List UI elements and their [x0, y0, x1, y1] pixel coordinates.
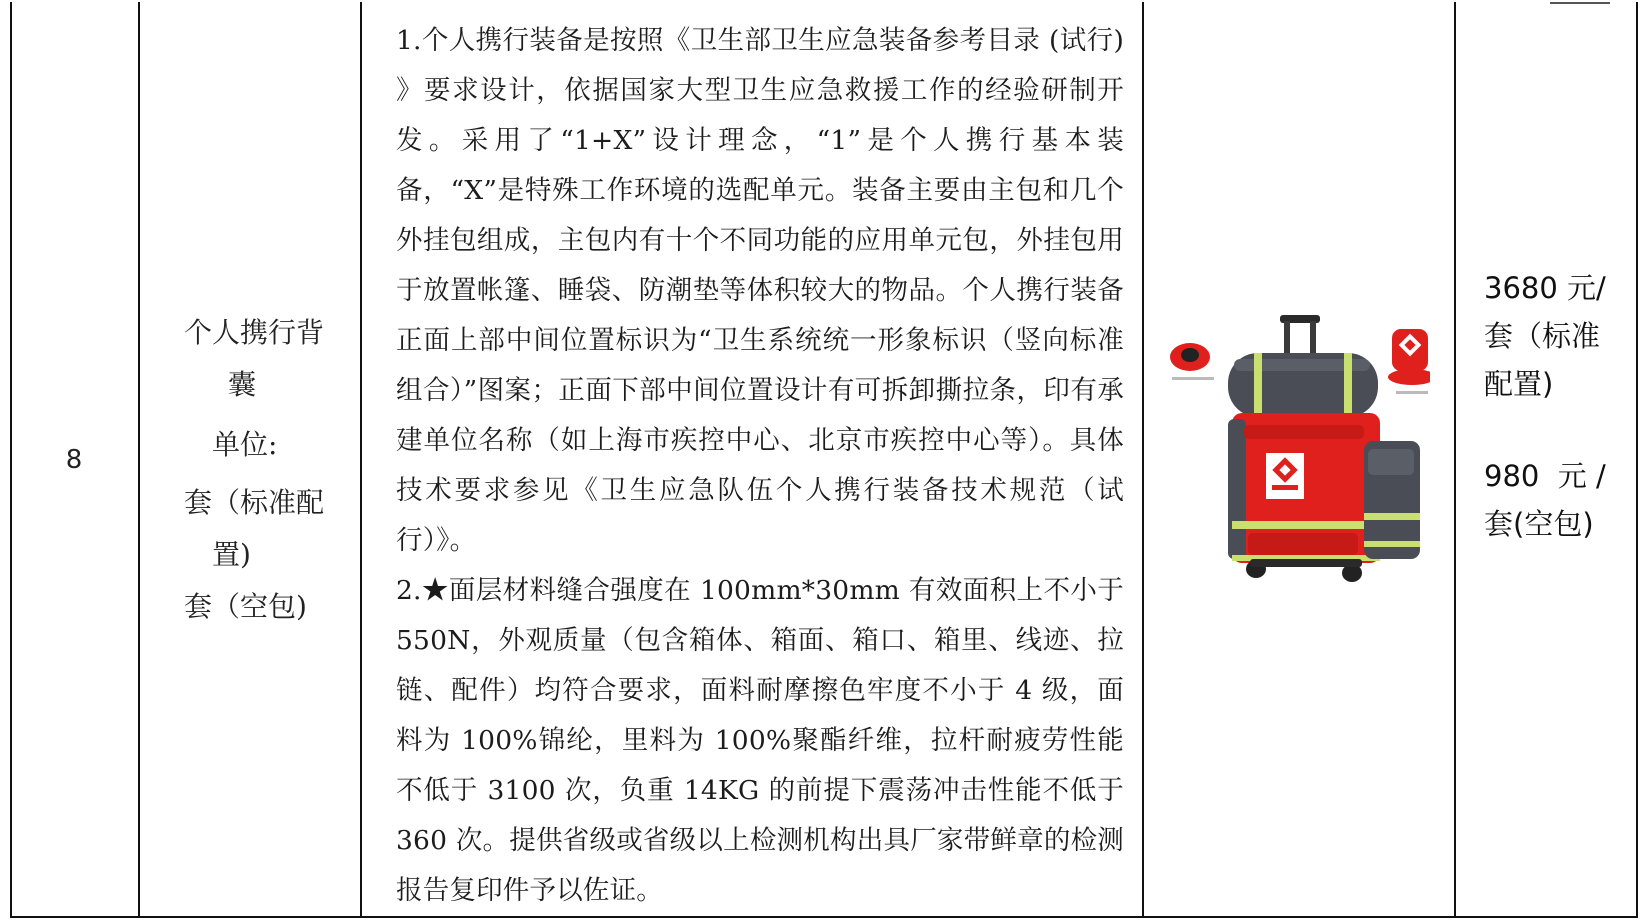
price-standard-line3: 配置)	[1484, 367, 1554, 401]
unit-label: 单位:	[212, 428, 278, 461]
description-cell	[362, 2, 1142, 918]
item-name-line2: 囊	[228, 368, 257, 401]
price-standard-line2: 套（标准	[1484, 319, 1601, 353]
item-name-block	[184, 307, 324, 633]
price-cell	[1456, 2, 1638, 918]
unit-standard-line2: 置)	[212, 538, 251, 571]
spec-table-row	[10, 2, 1638, 918]
unit-standard-line1: 套（标准配	[184, 486, 325, 519]
unit-empty: 套（空包)	[184, 590, 307, 623]
description-paragraph-2: 2.★面层材料缝合强度在 100mm*30mm 有效面积上不小于 550N，外观质量（包含箱体、箱面、箱口、箱里、线迹、拉链、配件）均符合要求，面料耐摩擦色牢度不小于 4 级，面料为 100%锦纶，里料为 100%聚酯纤维，拉杆耐疲劳性能不低于 3100 次，负重 14KG 的前提下震荡冲击性能不低于 360 次。提供省级或省级以上检测机构出具厂家带鲜章的检测报告复印件予以佐证。	[396, 575, 1124, 906]
description-paragraph-1: 1.个人携行装备是按照《卫生部卫生应急装备参考目录 (试行) 》要求设计，依据国家大型卫生应急救援工作的经验研制开发。采用了“1+X”设计理念，“1”是个人携行基本装备，“X”是特殊工作环境的选配单元。装备主要由主包和几个外挂包组成，主包内有十个不同功能的应用单元包，外挂包用于放置帐篷、睡袋、防潮垫等体积较大的物品。个人携行装备正面上部中间位置标识为“卫生系统统一形象标识（竖向标准组合）”图案；正面下部中间位置设计有可拆卸撕拉条，印有承建单位名称（如上海市疾控中心、北京市疾控中心等）。具体技术要求参见《卫生应急队伍个人携行装备技术规范（试行）》。	[396, 25, 1124, 556]
item-name-line1: 个人携行背	[184, 316, 325, 349]
row-number: 8	[65, 445, 83, 475]
product-image-cell	[1144, 2, 1454, 918]
row-number-cell	[10, 2, 138, 918]
item-name-cell	[140, 2, 360, 918]
price-empty-line2: 套(空包)	[1484, 507, 1594, 541]
price-standard-line1: 3680 元/	[1484, 271, 1606, 305]
price-spacer	[1484, 408, 1638, 452]
price-empty-line1: 980 元 /	[1484, 459, 1606, 493]
red-trolley-backpack-photo	[1168, 315, 1430, 605]
